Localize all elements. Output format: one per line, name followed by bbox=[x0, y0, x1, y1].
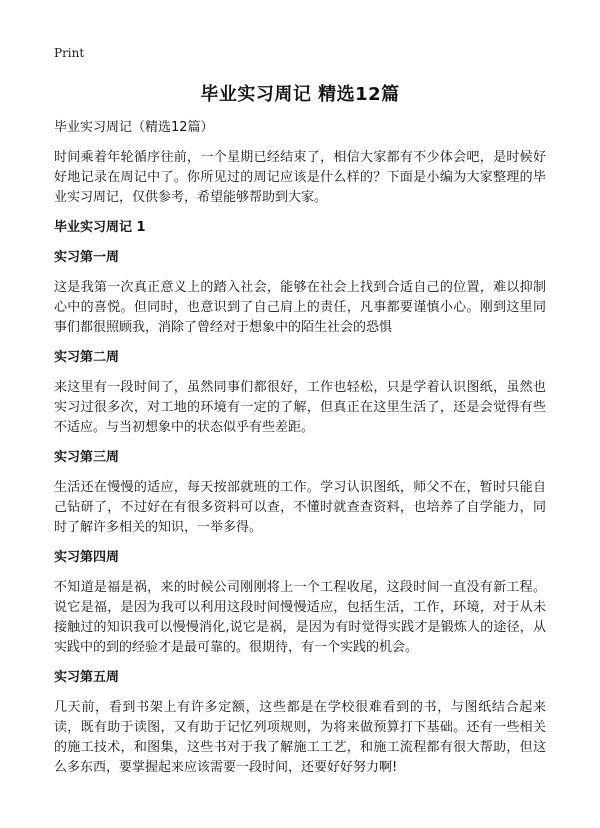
document-subtitle: 毕业实习周记（精选12篇） bbox=[54, 120, 214, 135]
week-5-paragraph: 几天前，看到书架上有许多定额，这些都是在学校很难看到的书，与图纸结合起来读，既有助于读图，又有助于记忆列项规则，为将来做预算打下基础。还有一些相关的施工技术，和图集，这些书对于我了解施工工艺，和施工流程都有很大帮助，但这么多东西，要掌握起来应该需要一段时间，还要好好努力啊! bbox=[54, 700, 546, 775]
week-2-paragraph: 来这里有一段时间了，虽然同事们都很好，工作也轻松，只是学着认识图纸，虽然也实习过很多次，对工地的环境有一定的了解，但真正在这里生活了，还是会觉得有些不适应。与当初想象中的状态似乎有些差距。 bbox=[54, 380, 546, 435]
print-link[interactable]: Print bbox=[54, 46, 85, 60]
section-heading: 毕业实习周记 1 bbox=[54, 220, 146, 235]
week-3-paragraph: 生活还在慢慢的适应，每天按部就班的工作。学习认识图纸，师父不在，暂时只能自己钻研了，不过好在有很多资料可以查，不懂时就查查资料，也培养了自学能力，同时了解许多相关的知识，一举多得。 bbox=[54, 480, 546, 535]
intro-paragraph: 时间乘着年轮循序往前，一个星期已经结束了，相信大家都有不少体会吧，是时候好好地记录在周记中了。你所见过的周记应该是什么样的？下面是小编为大家整理的毕业实习周记，仅供参考，希望能够帮助到大家。 bbox=[54, 150, 546, 205]
week-4-heading: 实习第四周 bbox=[54, 550, 120, 565]
week-1-heading: 实习第一周 bbox=[54, 250, 120, 265]
page-title: 毕业实习周记 精选12篇 bbox=[200, 84, 400, 105]
week-5-heading: 实习第五周 bbox=[54, 670, 120, 685]
document-body bbox=[54, 118, 546, 788]
week-3-heading: 实习第三周 bbox=[54, 450, 120, 465]
week-2-heading: 实习第二周 bbox=[54, 350, 120, 365]
week-4-paragraph: 不知道是福是祸，来的时候公司刚刚将上一个工程收尾，这段时间一直没有新工程。说它是福，是因为我可以利用这段时间慢慢适应，包括生活，工作，环境，对于从未接触过的知识我可以慢慢消化,说它是祸，是因为有时觉得实践才是锻炼人的途径，从实践中的到的经验才是最可靠的。很期待，有一个实践的机会。 bbox=[54, 580, 546, 655]
week-1-paragraph: 这是我第一次真正意义上的踏入社会，能够在社会上找到合适自己的位置，难以抑制心中的喜悦。但同时，也意识到了自己肩上的责任，凡事都要谨慎小心。刚到这里同事们都很照顾我，消除了曾经对于想象中的陌生社会的恐惧 bbox=[54, 280, 546, 335]
